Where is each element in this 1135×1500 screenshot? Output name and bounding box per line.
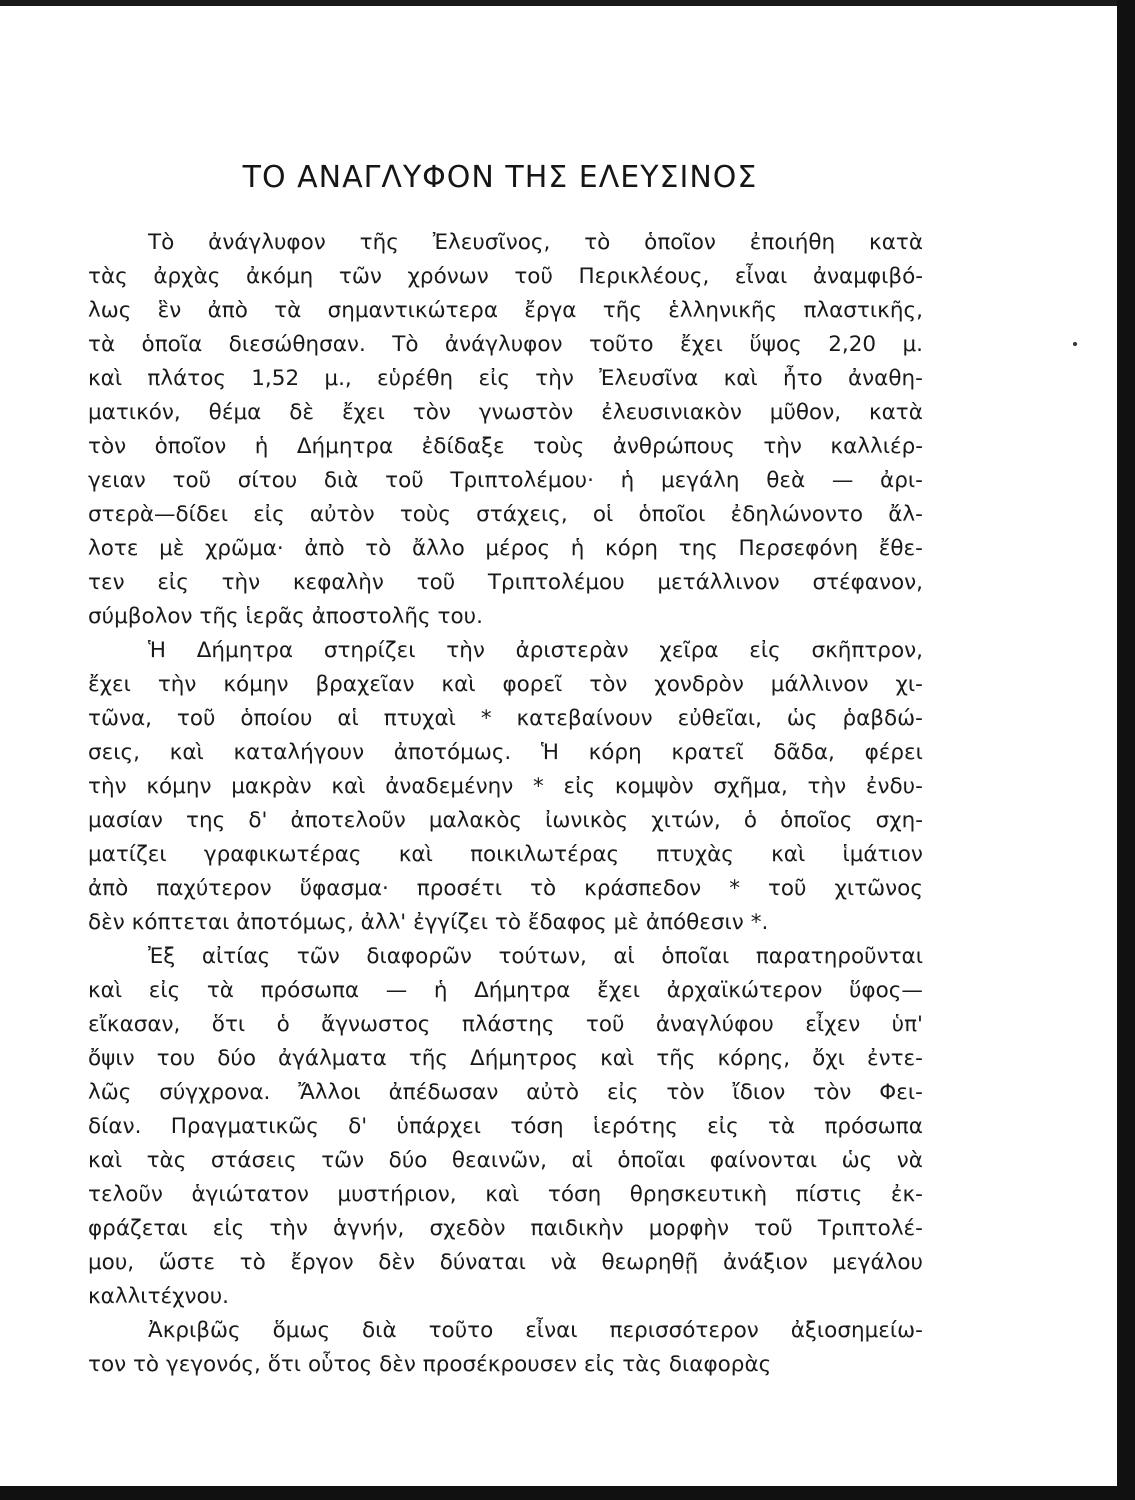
text-line: τον τὸ γεγονός, ὅτι οὗτος δὲν προσέκρουσεν εἰς τὰς διαφορὰς (88, 1352, 772, 1377)
paragraph (88, 226, 923, 634)
text-line: ἀπὸ παχύτερον ὕφασμα· προσέτι τὸ κράσπεδον * τοῦ χιτῶνος (88, 876, 923, 901)
text-line: τὰ ὁποῖα διεσώθησαν. Τὸ ἀνάγλυφον τοῦτο ἔχει ὕψος 2,20 μ. (88, 332, 923, 357)
text-line: μου, ὥστε τὸ ἔργον δὲν δύναται νὰ θεωρηθῇ ἀνάξιον μεγάλου (88, 1250, 923, 1275)
page-title: ΤΟ ΑΝΑΓΛΥΦΟΝ ΤΗΣ ΕΛΕΥΣΙΝΟΣ (242, 160, 758, 195)
text-line: Ἐξ αἰτίας τῶν διαφορῶν τούτων, αἱ ὁποῖαι παρατηροῦνται (148, 944, 923, 969)
text-line: μασίαν της δ' ἀποτελοῦν μαλακὸς ἰωνικὸς χιτών, ὁ ὁποῖος σχη- (88, 808, 923, 833)
scan-edge-top (0, 0, 1135, 6)
paragraph (88, 1314, 923, 1382)
paragraph (88, 940, 923, 1314)
text-line: δίαν. Πραγματικῶς δ' ὑπάρχει τόση ἱερότης εἰς τὰ πρόσωπα (88, 1114, 923, 1139)
text-line: φράζεται εἰς τὴν ἁγνήν, σχεδὸν παιδικὴν μορφὴν τοῦ Τριπτολέ- (88, 1216, 923, 1241)
text-line: εἴκασαν, ὅτι ὁ ἄγνωστος πλάστης τοῦ ἀναγλύφου εἶχεν ὑπ' (88, 1012, 923, 1037)
text-line: λοτε μὲ χρῶμα· ἀπὸ τὸ ἄλλο μέρος ἡ κόρη της Περσεφόνη ἔθε- (88, 536, 923, 561)
text-line: καλλιτέχνου. (88, 1284, 229, 1309)
scan-edge-bottom (0, 1486, 1135, 1500)
text-line: ἔχει τὴν κόμην βραχεῖαν καὶ φορεῖ τὸν χονδρὸν μάλλινον χι- (88, 672, 923, 697)
body-text (88, 226, 923, 1382)
text-line: καὶ τὰς στάσεις τῶν δύο θεαινῶν, αἱ ὁποῖαι φαίνονται ὡς νὰ (88, 1148, 923, 1173)
text-line: σεις, καὶ καταλήγουν ἀποτόμως. Ἡ κόρη κρατεῖ δᾶδα, φέρει (88, 740, 923, 765)
text-line: καὶ πλάτος 1,52 μ., εὑρέθη εἰς τὴν Ἐλευσῖνα καὶ ἦτο ἀναθη- (88, 366, 923, 391)
text-line: Ἡ Δήμητρα στηρίζει τὴν ἀριστερὰν χεῖρα εἰς σκῆπτρον, (148, 638, 923, 663)
text-line: τὸν ὁποῖον ἡ Δήμητρα ἐδίδαξε τοὺς ἀνθρώπους τὴν καλλιέρ- (88, 434, 923, 459)
text-line: λως ἓν ἀπὸ τὰ σημαντικώτερα ἔργα τῆς ἑλληνικῆς πλαστικῆς, (88, 298, 923, 323)
text-line: ὄψιν του δύο ἀγάλματα τῆς Δήμητρος καὶ τῆς κόρης, ὄχι ἐντε- (88, 1046, 923, 1071)
text-line: στερὰ—δίδει εἰς αὐτὸν τοὺς στάχεις, οἱ ὁποῖοι ἐδηλώνοντο ἄλ- (88, 502, 923, 527)
text-line: δὲν κόπτεται ἀποτόμως, ἀλλ' ἐγγίζει τὸ ἔδαφος μὲ ἀπόθεσιν *. (88, 910, 769, 935)
margin-mark (1073, 342, 1077, 346)
text-line: καὶ εἰς τὰ πρόσωπα — ἡ Δήμητρα ἔχει ἀρχαϊκώτερον ὕφος— (88, 978, 923, 1003)
text-line: τελοῦν ἁγιώτατον μυστήριον, καὶ τόση θρησκευτικὴ πίστις ἐκ- (88, 1182, 923, 1207)
text-line: σύμβολον τῆς ἱερᾶς ἀποστολῆς του. (88, 604, 483, 629)
text-line: ματίζει γραφικωτέρας καὶ ποικιλωτέρας πτυχὰς καὶ ἱμάτιον (88, 842, 923, 867)
scan-edge-right (1117, 0, 1135, 1500)
text-line: τῶνα, τοῦ ὁποίου αἱ πτυχαὶ * κατεβαίνουν εὐθεῖαι, ὡς ῥαβδώ- (88, 706, 923, 731)
text-line: τὰς ἀρχὰς ἀκόμη τῶν χρόνων τοῦ Περικλέους, εἶναι ἀναμφιβό- (88, 264, 923, 289)
text-line: τεν εἰς τὴν κεφαλὴν τοῦ Τριπτολέμου μετάλλινον στέφανον, (88, 570, 923, 595)
text-line: λῶς σύγχρονα. Ἄλλοι ἀπέδωσαν αὐτὸ εἰς τὸν ἴδιον τὸν Φει- (88, 1080, 923, 1105)
text-line: Ἀκριβῶς ὅμως διὰ τοῦτο εἶναι περισσότερον ἀξιοσημείω- (148, 1318, 923, 1343)
text-line: ματικόν, θέμα δὲ ἔχει τὸν γνωστὸν ἐλευσινιακὸν μῦθον, κατὰ (88, 400, 923, 425)
text-line: γειαν τοῦ σίτου διὰ τοῦ Τριπτολέμου· ἡ μεγάλη θεὰ — ἀρι- (88, 468, 923, 493)
text-line: τὴν κόμην μακρὰν καὶ ἀναδεμένην * εἰς κομψὸν σχῆμα, τὴν ἐνδυ- (88, 774, 923, 799)
text-line: Τὸ ἀνάγλυφον τῆς Ἐλευσῖνος, τὸ ὁποῖον ἐποιήθη κατὰ (148, 230, 923, 255)
paragraph (88, 634, 923, 940)
